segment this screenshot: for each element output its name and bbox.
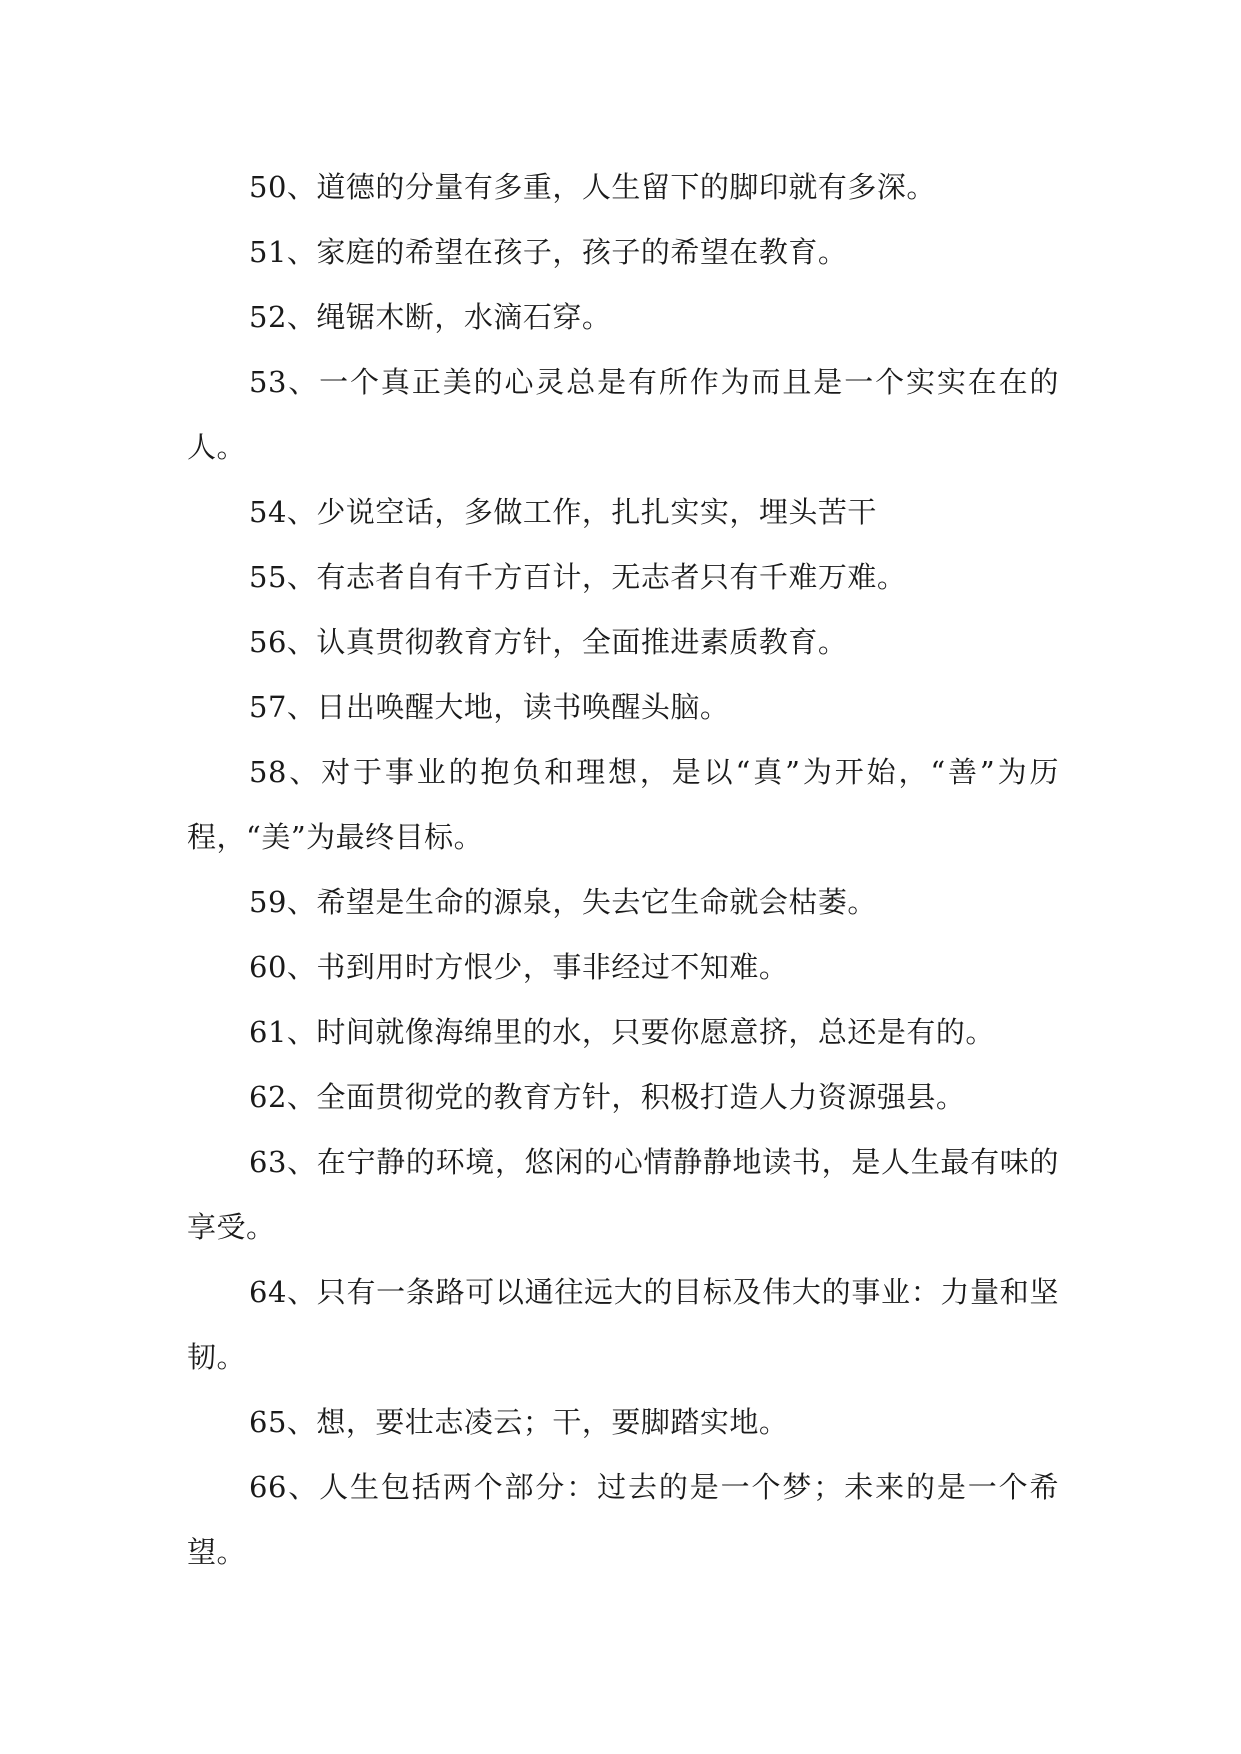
quote-62: 62、全面贯彻党的教育方针，积极打造人力资源强县。 — [249, 1080, 966, 1114]
quote-64: 64、只有一条路可以通往远大的目标及伟大的事业：力量和坚韧。 — [187, 1275, 1059, 1374]
quote-57: 57、日出唤醒大地，读书唤醒头脑。 — [249, 690, 730, 724]
quote-51: 51、家庭的希望在孩子，孩子的希望在教育。 — [249, 235, 848, 269]
quote-61: 61、时间就像海绵里的水，只要你愿意挤，总还是有的。 — [249, 1015, 995, 1049]
quote-66: 66、人生包括两个部分：过去的是一个梦；未来的是一个希望。 — [187, 1470, 1059, 1569]
quote-58: 58、对于事业的抱负和理想，是以“真”为开始，“善”为历程，“美”为最终目标。 — [187, 755, 1059, 854]
quote-65: 65、想，要壮志凌云；干，要脚踏实地。 — [249, 1405, 789, 1439]
quote-55: 55、有志者自有千方百计，无志者只有千难万难。 — [249, 560, 907, 594]
quote-list — [187, 155, 1059, 1585]
quote-60: 60、书到用时方恨少，事非经过不知难。 — [249, 950, 789, 984]
quote-50: 50、道德的分量有多重，人生留下的脚印就有多深。 — [249, 170, 936, 204]
quote-52: 52、绳锯木断，水滴石穿。 — [249, 300, 612, 334]
quote-59: 59、希望是生命的源泉，失去它生命就会枯萎。 — [249, 885, 877, 919]
quote-53: 53、一个真正美的心灵总是有所作为而且是一个实实在在的人。 — [187, 365, 1059, 464]
quote-54: 54、少说空话，多做工作，扎扎实实，埋头苦干 — [249, 495, 877, 529]
quote-56: 56、认真贯彻教育方针，全面推进素质教育。 — [249, 625, 848, 659]
quote-63: 63、在宁静的环境，悠闲的心情静静地读书，是人生最有味的享受。 — [187, 1145, 1059, 1244]
